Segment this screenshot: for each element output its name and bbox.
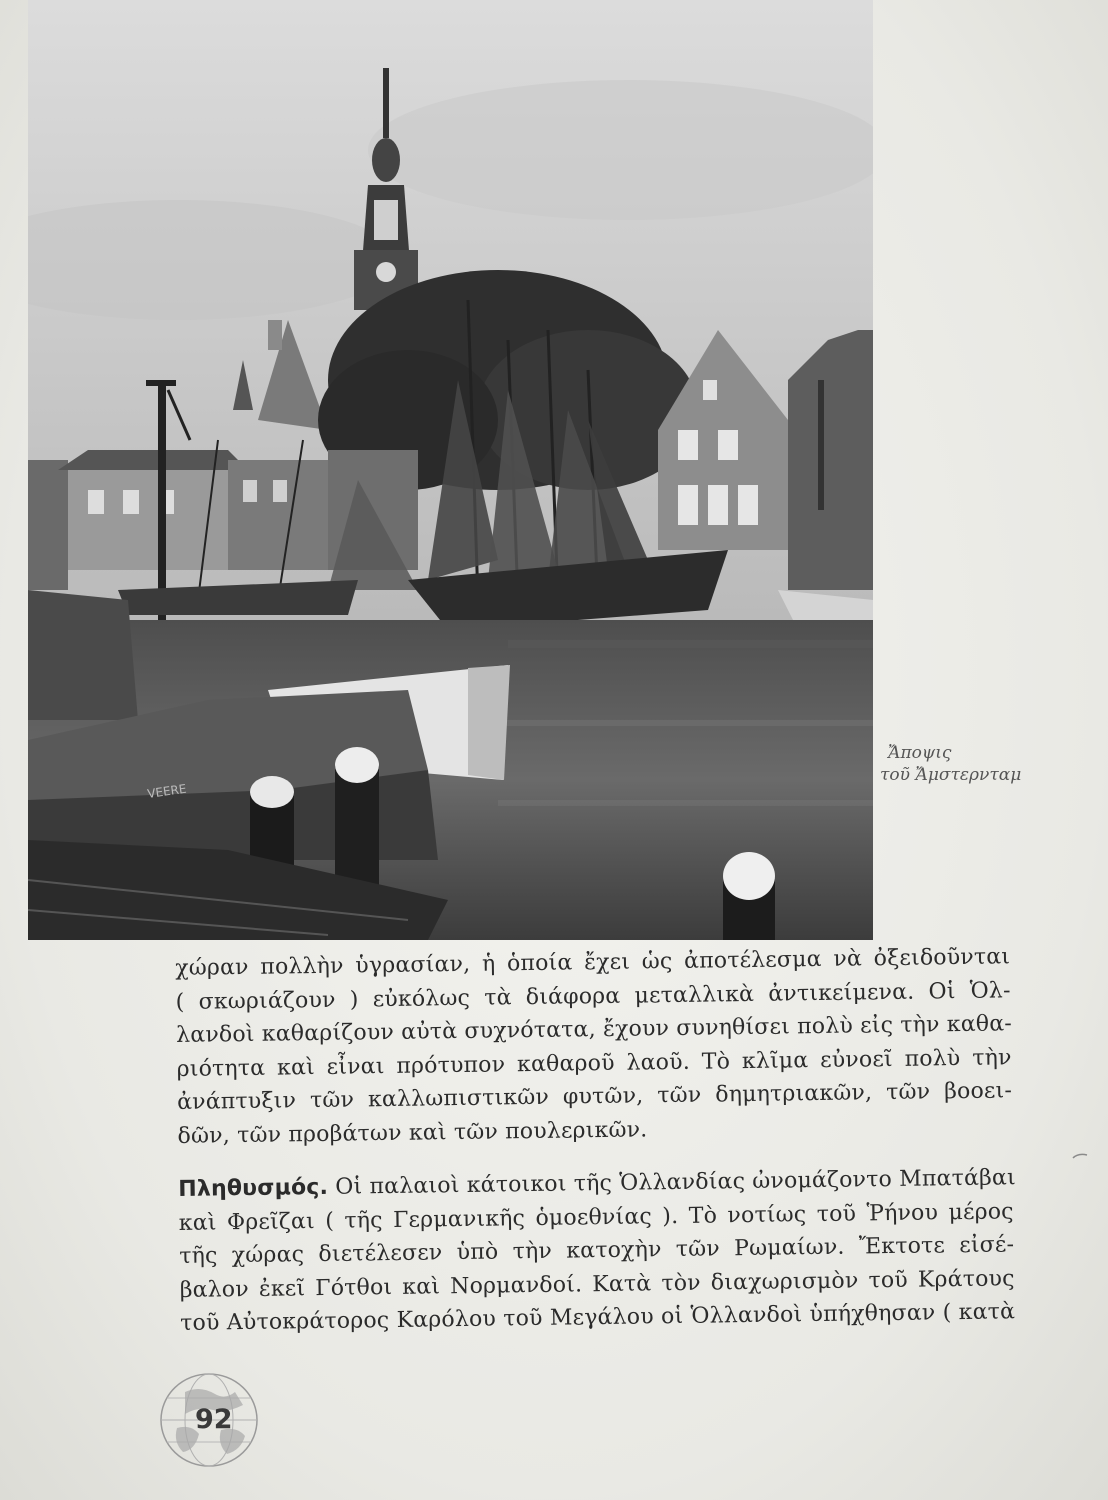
text-line: τῆς χώρας διετέλεσεν ὑπὸ τὴν κατοχὴν τῶν Ρωμαίων. Ἔκτοτε εἰσέ-: [179, 1232, 1015, 1269]
text-line: καὶ Φρεῖζαι ( τῆς Γερμανικῆς ὁμοεθνίας ). Τὸ νοτίως τοῦ Ῥήνου μέρος: [178, 1198, 1014, 1236]
caption-line-2: τοῦ Ἄμστερνταμ: [880, 765, 1022, 785]
photo-caption: [880, 742, 1095, 786]
paragraph-population: [178, 1161, 1015, 1340]
text-line: δῶν, τῶν προβάτων καὶ τῶν πουλερικῶν.: [177, 1116, 648, 1149]
body-text: [175, 940, 1015, 1340]
text-line: ριότητα καὶ εἶναι πρότυπον καθαροῦ λαοῦ. Τὸ κλῖμα εὐνοεῖ πολὺ τὴν: [176, 1044, 1012, 1082]
text-line-rest: Οἱ παλαιοὶ κάτοικοι τῆς Ὁλλανδίας ὠνομάζοντο Μπατάβαι: [327, 1165, 1017, 1200]
page-number-badge: [155, 1370, 263, 1470]
text-line: λανδοὶ καθαρίζουν αὐτὰ συχνότατα, ἔχουν συνηθίσει πολὺ εἰς τὴν καθα-: [175, 1011, 1013, 1048]
text-line: βαλον ἐκεῖ Γότθοι καὶ Νορμανδοί. Κατὰ τὸν διαχωρισμὸν τοῦ Κράτους: [179, 1265, 1015, 1303]
text-line: ἀνάπτυξιν τῶν καλλωπιστικῶν φυτῶν, τῶν δημητριακῶν, τῶν βοοει-: [176, 1078, 1013, 1115]
caption-line-1: Ἄποψις: [888, 743, 952, 763]
ink-speck: [1072, 1152, 1088, 1160]
text-line: τοῦ Αὐτοκράτορος Καρόλου τοῦ Μεγάλου οἱ Ὁλλανδοὶ ὑπήχθησαν ( κατὰ: [180, 1299, 1016, 1336]
harbor-photograph: [28, 0, 873, 940]
page-number: 92: [195, 1404, 233, 1435]
boat-hull-text: VEERE: [146, 781, 188, 801]
text-line: ( σκωριάζουν ) εὐκόλως τὰ διάφορα μεταλλικὰ ἀντικείμενα. Οἱ Ὁλ-: [175, 977, 1011, 1015]
text-line: χώραν πολλὴν ὑγρασίαν, ἡ ὁποία ἔχει ὡς ἀποτέλεσμα νὰ ὀξειδοῦνται: [175, 944, 1011, 981]
section-heading: Πληθυσμός.: [178, 1174, 329, 1202]
paragraph-climate: [175, 940, 1013, 1153]
